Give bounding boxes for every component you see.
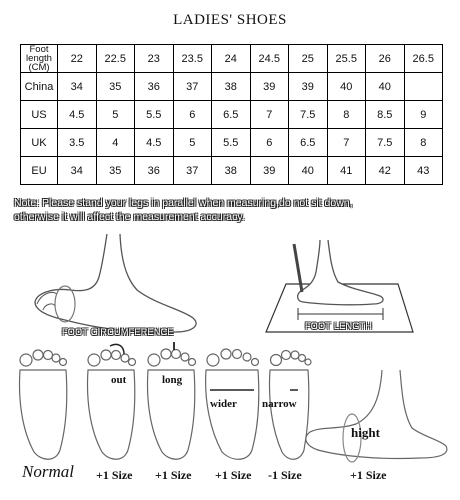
- size-cell: 34: [58, 73, 97, 101]
- foot-label-wider: wider: [210, 398, 237, 410]
- size-cell: 36: [135, 73, 174, 101]
- size-cell: 34: [58, 157, 97, 185]
- foot-length-header-line: length: [26, 53, 52, 64]
- size-cell: 8.5: [366, 101, 405, 129]
- page-title: LADIES' SHOES: [173, 12, 287, 28]
- foot-length-cell: 25: [289, 45, 328, 73]
- size-cell: 37: [173, 157, 212, 185]
- foot-length-header: [21, 45, 58, 73]
- size-cell: 5: [173, 129, 212, 157]
- table-row: [21, 157, 443, 185]
- foot-length-cell: 24: [212, 45, 251, 73]
- size-cell: 40: [366, 73, 405, 101]
- size-cell: 39: [250, 73, 289, 101]
- row-label: US: [21, 101, 58, 129]
- row-label: China: [21, 73, 58, 101]
- size-cell: 40: [327, 73, 366, 101]
- foot-label-hight: hight: [351, 425, 380, 440]
- size-cell: 35: [96, 157, 135, 185]
- size-cell: 42: [366, 157, 405, 185]
- foot-length-header-line: (CM): [28, 62, 50, 73]
- size-cell: 8: [404, 129, 443, 157]
- note-line-1: Note: Please stand your legs in parallel when measuring,do not sit down,: [14, 197, 353, 209]
- foot-length-cell: 22: [58, 45, 97, 73]
- foot-label-long: long: [162, 374, 183, 386]
- size-cell: 7.5: [366, 129, 405, 157]
- size-cell: 7.5: [289, 101, 328, 129]
- size-cell: [404, 73, 443, 101]
- size-cell: 7: [327, 129, 366, 157]
- table-header-row: [21, 45, 443, 73]
- size-cell: 5.5: [212, 129, 251, 157]
- size-cell: 3.5: [58, 129, 97, 157]
- size-adjust-long: +1 Size: [155, 468, 192, 482]
- foot-length-label: FOOT LENGTH: [305, 321, 373, 331]
- size-cell: 37: [173, 73, 212, 101]
- foot-length-cell: 23: [135, 45, 174, 73]
- size-cell: 7: [250, 101, 289, 129]
- foot-length-cell: 22.5: [96, 45, 135, 73]
- foot-circumference-label: FOOT CIRCUMFERENCE: [62, 327, 174, 337]
- size-cell: 5.5: [135, 101, 174, 129]
- note-line-2: otherwise it will affect the measurement accuracy.: [14, 211, 245, 223]
- foot-label-narrow: narrow: [262, 398, 297, 410]
- size-cell: 6: [250, 129, 289, 157]
- size-cell: 4: [96, 129, 135, 157]
- foot-length-cell: 23.5: [173, 45, 212, 73]
- measurement-note: [14, 196, 454, 224]
- size-cell: 6.5: [289, 129, 328, 157]
- size-adjust-narrow: -1 Size: [268, 468, 302, 482]
- foot-circumference-illustration: [25, 232, 215, 342]
- size-cell: 8: [327, 101, 366, 129]
- size-cell: 41: [327, 157, 366, 185]
- size-cell: 40: [289, 157, 328, 185]
- row-label: EU: [21, 157, 58, 185]
- foot-label-out: out: [111, 374, 127, 386]
- size-cell: 43: [404, 157, 443, 185]
- table-row: [21, 101, 443, 129]
- size-cell: 38: [212, 157, 251, 185]
- foot-label-normal: Normal: [22, 462, 74, 481]
- foot-length-cell: 26.5: [404, 45, 443, 73]
- size-cell: 6.5: [212, 101, 251, 129]
- size-cell: 38: [212, 73, 251, 101]
- foot-length-cell: 24.5: [250, 45, 289, 73]
- foot-length-cell: 26: [366, 45, 405, 73]
- foot-length-header-line: Foot: [29, 44, 49, 55]
- size-cell: 39: [250, 157, 289, 185]
- size-adjust-wider: +1 Size: [215, 468, 252, 482]
- table-row: [21, 73, 443, 101]
- size-adjust-hight: +1 Size: [350, 468, 387, 482]
- foot-length-cell: 25.5: [327, 45, 366, 73]
- size-cell: 6: [173, 101, 212, 129]
- size-cell: 5: [96, 101, 135, 129]
- row-label: UK: [21, 129, 58, 157]
- size-chart-table: [20, 44, 443, 185]
- size-cell: 35: [96, 73, 135, 101]
- size-cell: 4.5: [135, 129, 174, 157]
- table-row: [21, 129, 443, 157]
- size-cell: 9: [404, 101, 443, 129]
- size-cell: 36: [135, 157, 174, 185]
- size-cell: 39: [289, 73, 328, 101]
- size-adjust-out: +1 Size: [96, 468, 133, 482]
- size-cell: 4.5: [58, 101, 97, 129]
